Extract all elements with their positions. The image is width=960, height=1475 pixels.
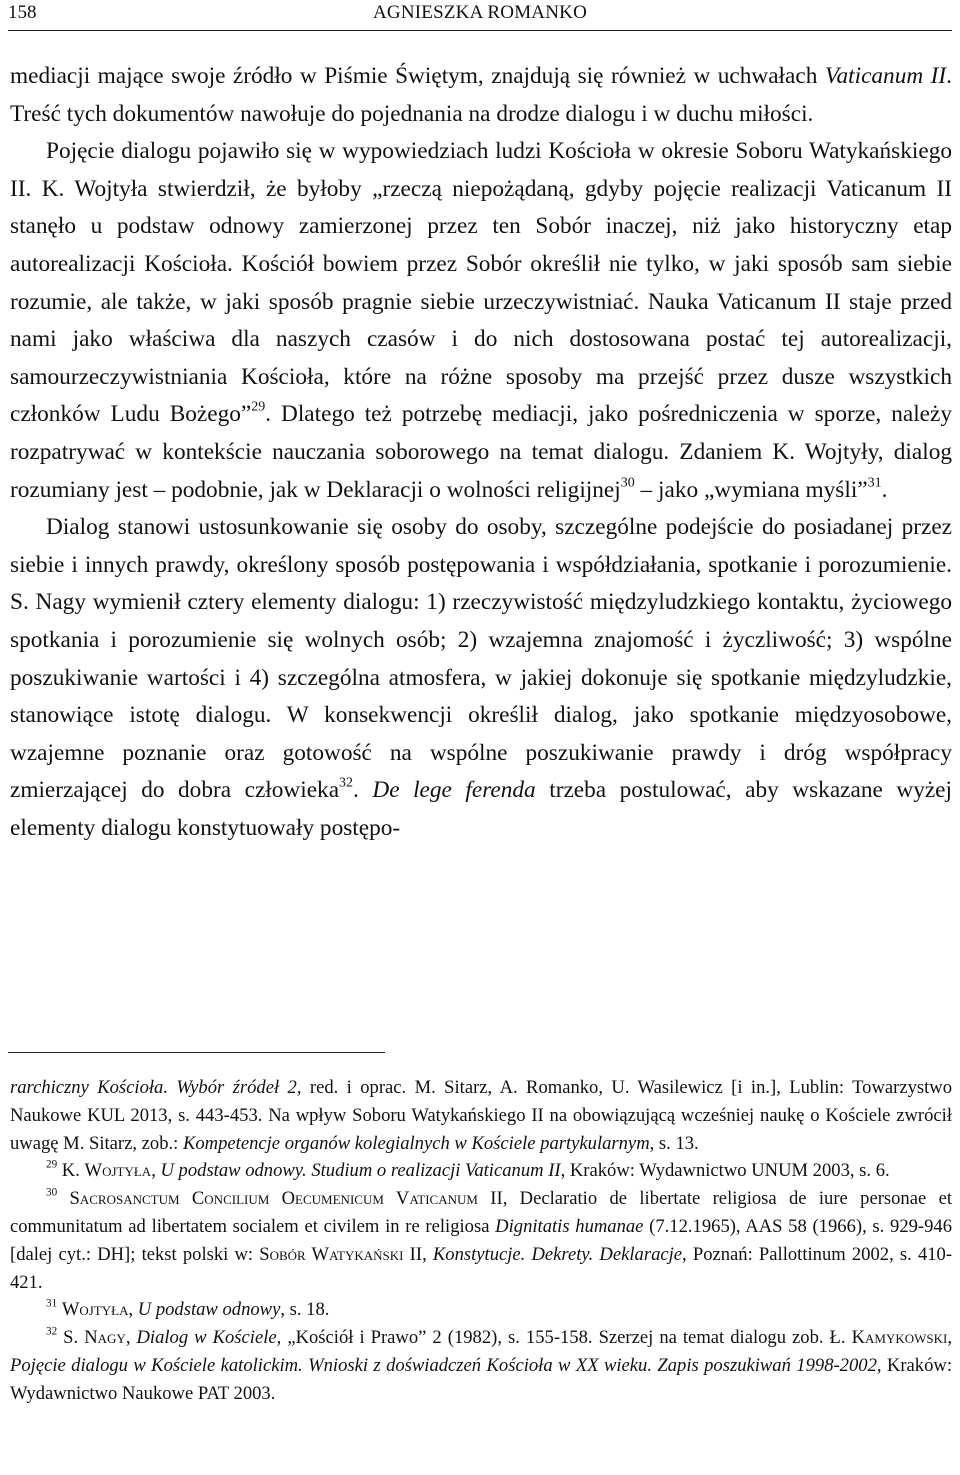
author-name: Nagy xyxy=(84,1327,126,1349)
text-run: . xyxy=(353,777,373,804)
text-run: , s. 18. xyxy=(280,1299,330,1321)
text-run: , red. i oprac. M. Sitarz, A. Romanko, U. Wasilewicz [i in.], Lublin: Towarzystwo Naukowe KUL 2013, s. 443-453. Na wpływ Soboru Watykańskiego II na obowiązującą wcześniej naukę o Kościele zwrócił uwagę M. Sitarz, zob.: xyxy=(10,1077,952,1154)
author-name: Sobór Watykański II xyxy=(259,1243,423,1265)
footnote-number: 30 xyxy=(46,1186,58,1199)
text-run: (7.12.1965), AAS 58 (1966), s. 929-946 [dalej cyt.: DH]; tekst polski w: xyxy=(10,1215,953,1265)
italic-run: Pojęcie dialogu w Kościele katolickim. Wnioski z doświadczeń Kościoła w XX wieku. Zapis poszukiwań 1998-2002 xyxy=(10,1354,877,1376)
text-run: , Declaratio de libertate religiosa de iure personae et communitatum ad libertatem socialem et civilem in re religiosa xyxy=(10,1188,952,1237)
page-header xyxy=(8,0,952,31)
text-run: , xyxy=(128,1299,138,1321)
footnote-ref-31[interactable]: 31 xyxy=(867,475,882,491)
author-name: Kamykowski xyxy=(851,1327,948,1349)
text-run: mediacji mające swoje źródło w Piśmie Świętym, znajdują się również w uchwałach xyxy=(10,63,825,89)
text-run: , xyxy=(125,1327,137,1349)
paragraph-2 xyxy=(10,133,952,509)
footnote-ref-30[interactable]: 30 xyxy=(620,475,635,491)
text-run: S. xyxy=(57,1327,85,1349)
text-run: , xyxy=(947,1327,953,1349)
italic-run: Dignitatis humanae xyxy=(495,1215,644,1237)
footnote-number: 32 xyxy=(46,1325,58,1338)
author-name: Sacrosanctum Concilium Oecumenicum Vaticanum II xyxy=(69,1188,503,1210)
italic-run: Kompetencje organów kolegialnych w Kościele partykularnym xyxy=(182,1132,650,1154)
italic-run: Konstytucje. Dekrety. Deklaracje xyxy=(432,1243,683,1265)
text-run: , xyxy=(151,1160,161,1182)
author-name: Wojtyła xyxy=(84,1160,152,1182)
text-run: . Dlatego też potrzebę mediacji, jako pośredniczenia w sporze, należy rozpatrywać w kontekście nauczania soborowego na temat dialogu. Zdaniem K. Wojtyły, dialog rozumiany jest – podobnie, jak w Deklaracji o wolności religijnej xyxy=(10,401,953,503)
text-run: . xyxy=(881,476,888,503)
text-run: , „Kościół i Prawo” 2 (1982), s. 155-158. Szerzej na temat dialogu zob. Ł. xyxy=(276,1327,852,1349)
italic-run: rarchiczny Kościoła. Wybór źródeł 2 xyxy=(10,1077,297,1098)
text-run: – jako „wymiana myśli” xyxy=(634,476,868,503)
page-number: 158 xyxy=(8,2,37,23)
footnote-30 xyxy=(10,1185,952,1296)
italic-run: U podstaw odnowy xyxy=(137,1299,281,1321)
footnote-separator xyxy=(8,1052,385,1053)
text-run: , s. 13. xyxy=(649,1132,699,1154)
footnote-number: 31 xyxy=(46,1298,58,1311)
italic-run: De lege ferenda xyxy=(372,777,536,804)
footnote-31 xyxy=(10,1296,952,1324)
main-text xyxy=(10,58,952,847)
text-run: trzeba postulować, aby wskazane wyżej elementy dialogu konstytuowały postępo- xyxy=(10,777,952,841)
footnotes xyxy=(10,1074,952,1408)
paragraph-3 xyxy=(10,509,952,847)
text-run: , Poznań: Pallottinum 2002, s. 410-421. xyxy=(10,1243,953,1293)
paragraph-1 xyxy=(10,58,952,133)
running-head: AGNIESZKA ROMANKO xyxy=(373,2,587,23)
footnote-continuation xyxy=(10,1074,952,1157)
text-run: , Kraków: Wydawnictwo Naukowe PAT 2003. xyxy=(10,1354,952,1404)
italic-run: Vaticanum II xyxy=(824,63,947,89)
footnote-ref-32[interactable]: 32 xyxy=(339,775,354,791)
italic-run: U podstaw odnowy. Studium o realizacji Vaticanum II xyxy=(160,1160,561,1182)
footnote-32 xyxy=(10,1324,952,1407)
text-run: , Kraków: Wydawnictwo UNUM 2003, s. 6. xyxy=(560,1160,890,1182)
text-run: K. xyxy=(57,1160,85,1182)
author-name: Wojtyła xyxy=(61,1299,129,1321)
footnote-29 xyxy=(10,1157,952,1185)
text-run: Pojęcie dialogu pojawiło się w wypowiedziach ludzi Kościoła w okresie Soboru Watykańskiego II. K. Wojtyła stwierdził, że byłoby „rzeczą niepożądaną, gdyby pojęcie realizacji Vaticanum II stanęło u podstaw odnowy zamierzonej przez ten Sobór inaczej, niż jako historyczny etap autorealizacji Kościoła. Kościół bowiem przez Sobór określił nie tylko, w jaki sposób sam siebie rozumie, ale także, w jaki sposób pragnie siebie urzeczywistniać. Nauka Vaticanum II staje przed nami jako właściwa dla naszych czasów i do nich dostosowana postać tej autorealizacji, samourzeczywistniania Kościoła, które na różne sposoby ma przejść przez dusze wszystkich członków Ludu Bożego” xyxy=(10,138,952,428)
text-run: , xyxy=(422,1243,433,1265)
footnote-ref-29[interactable]: 29 xyxy=(251,399,266,415)
footnote-number: 29 xyxy=(46,1159,58,1172)
italic-run: Dialog w Kościele xyxy=(136,1327,277,1349)
text-run xyxy=(57,1188,69,1209)
text-run: . Treść tych dokumentów nawołuje do pojednania na drodze dialogu i w duchu miłości. xyxy=(10,63,952,127)
text-run: Dialog stanowi ustosunkowanie się osoby do osoby, szczególne podejście do posiadanej przez siebie i innych prawdy, określony sposób postępowania i współdziałania, spotkanie i porozumienie. S. Nagy wymienił cztery elementy dialogu: 1) rzeczywistość międzyludzkiego kontaktu, życiowego spotkania i porozumienie się wolnych osób; 2) wzajemna znajomość i życzliwość; 3) wspólne poszukiwanie wartości i 4) szczególna atmosfera, w jakiej dokonuje się spotkanie międzyludzkie, stanowiące istotę dialogu. W konsekwencji określił dialog, jako spotkanie międzyosobowe, wzajemne poznanie oraz gotowość na wspólne poszukiwanie prawdy i dróg współpracy zmierzającej do dobra człowieka xyxy=(10,514,952,804)
